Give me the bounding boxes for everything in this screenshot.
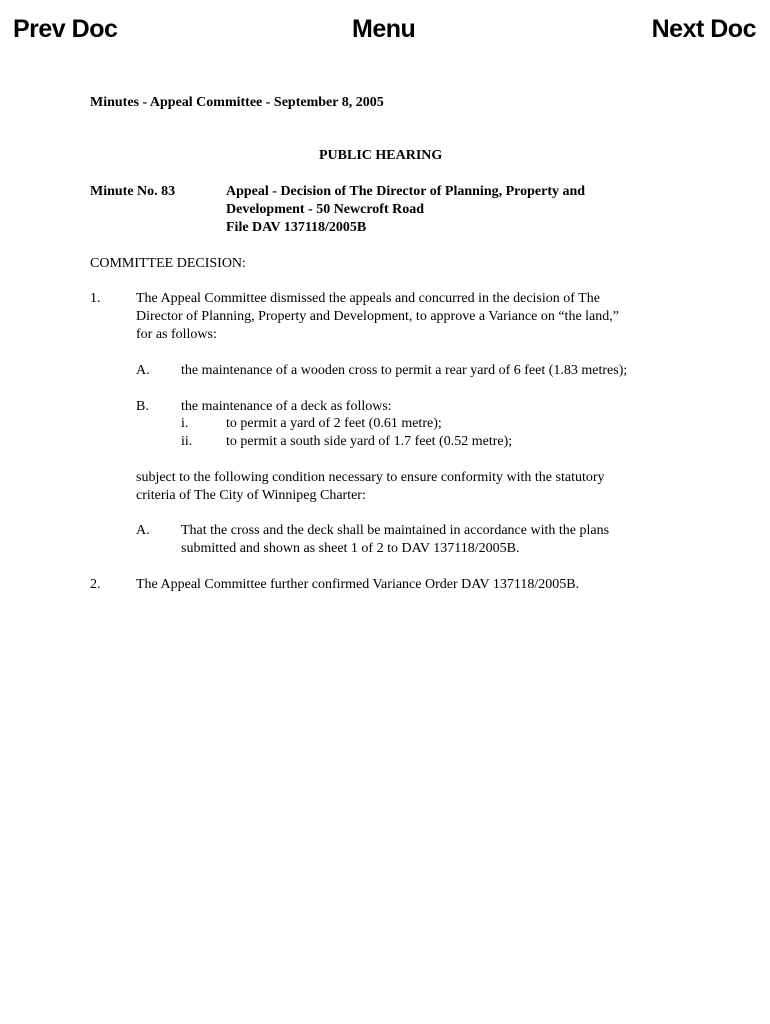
prev-doc-link[interactable]: Prev Doc: [13, 15, 118, 43]
subject-line-2: Development - 50 Newcroft Road: [226, 202, 425, 217]
section-title: PUBLIC HEARING: [319, 148, 443, 163]
condition-intro-line-2: criteria of The City of Winnipeg Charter:: [136, 488, 366, 503]
subject-line-3: File DAV 137118/2005B: [226, 220, 367, 235]
condition-line-1: That the cross and the deck shall be maintained in accordance with the plans: [181, 523, 610, 538]
condition-intro-line-1: subject to the following condition necessary to ensure conformity with the statutory: [136, 470, 605, 485]
item-1-line-3: for as follows:: [136, 327, 217, 342]
document-header: Minutes - Appeal Committee - September 8, 2005: [90, 95, 384, 110]
sub-b-letter: B.: [136, 399, 149, 414]
decision-heading: COMMITTEE DECISION:: [90, 256, 246, 271]
item-2-text: The Appeal Committee further confirmed Variance Order DAV 137118/2005B.: [136, 577, 580, 592]
condition-letter: A.: [136, 523, 150, 538]
minute-number: Minute No. 83: [90, 184, 176, 199]
item-1-number: 1.: [90, 291, 101, 306]
menu-link[interactable]: Menu: [352, 15, 416, 43]
condition-line-2: submitted and shown as sheet 1 of 2 to DAV 137118/2005B.: [181, 541, 520, 556]
sub-b-numeral-2: ii.: [181, 434, 193, 449]
sub-b-item-2: to permit a south side yard of 1.7 feet (0.52 metre);: [226, 434, 513, 449]
sub-b-numeral-1: i.: [181, 416, 189, 431]
sub-a-text: the maintenance of a wooden cross to permit a rear yard of 6 feet (1.83 metres);: [181, 363, 628, 378]
sub-b-item-1: to permit a yard of 2 feet (0.61 metre);: [226, 416, 442, 431]
subject-line-1: Appeal - Decision of The Director of Planning, Property and: [226, 184, 586, 199]
item-2-number: 2.: [90, 577, 101, 592]
sub-b-text: the maintenance of a deck as follows:: [181, 399, 392, 414]
item-1-line-2: Director of Planning, Property and Development, to approve a Variance on “the land,”: [136, 309, 619, 324]
item-1-line-1: The Appeal Committee dismissed the appeals and concurred in the decision of The: [136, 291, 600, 306]
sub-a-letter: A.: [136, 363, 150, 378]
next-doc-link[interactable]: Next Doc: [651, 15, 756, 43]
